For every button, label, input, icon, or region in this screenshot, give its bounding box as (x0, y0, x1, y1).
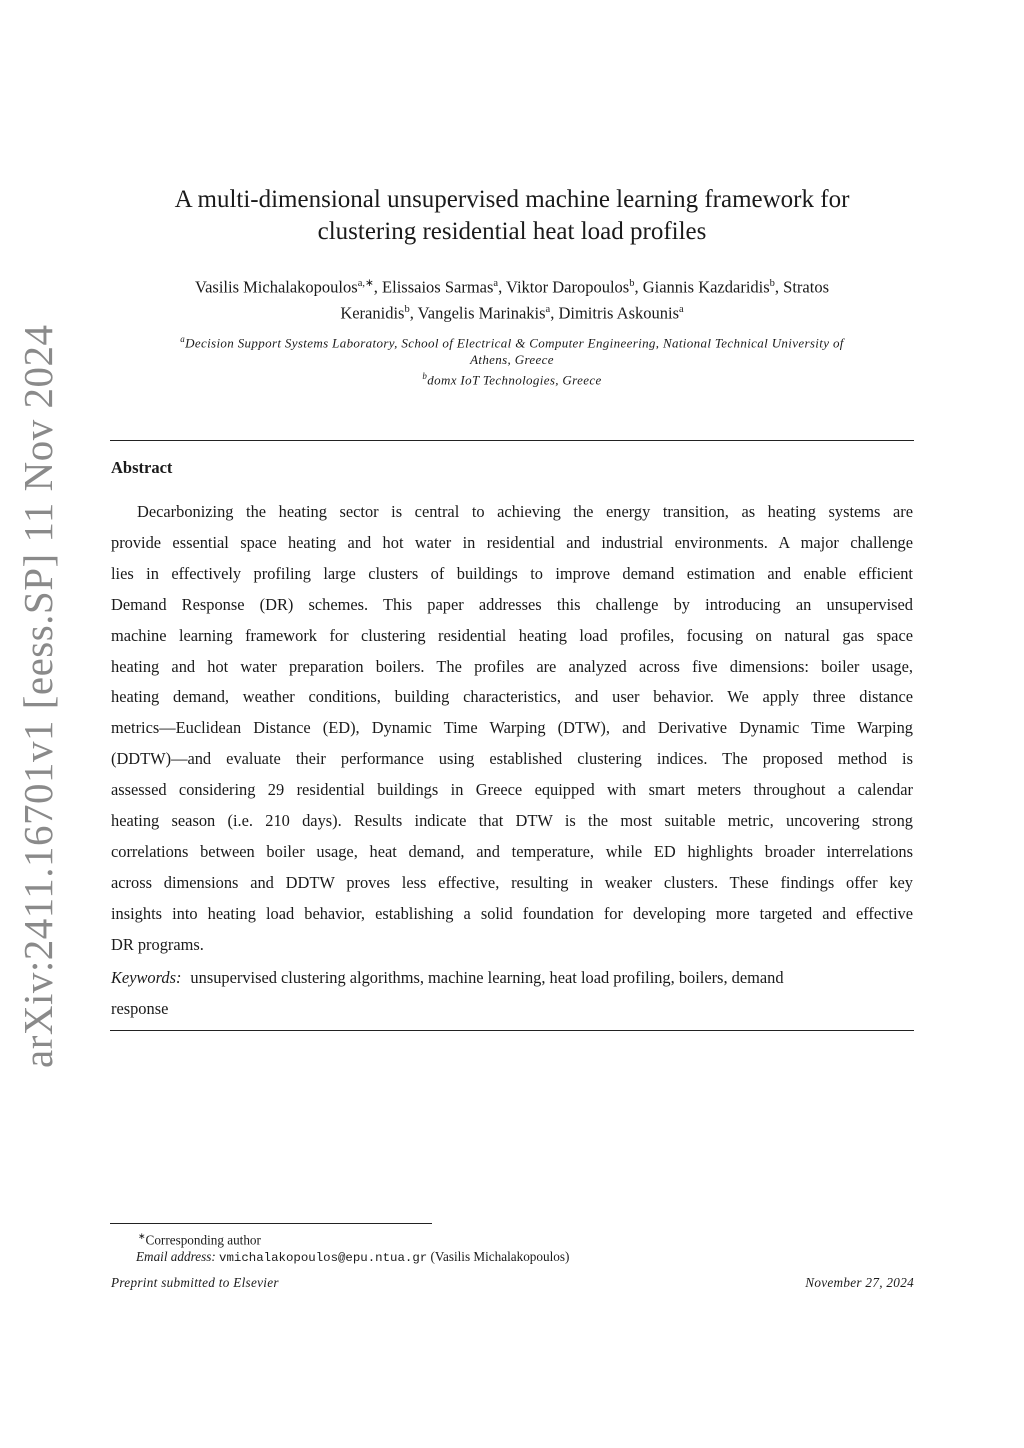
abstract-line: heating demand, weather conditions, building characteristics, and user behavior. We apply three distance (111, 687, 913, 707)
abstract-line: (DDTW)—and evaluate their performance using established clustering indices. The proposed method is (111, 749, 913, 769)
arxiv-identifier-stamp: arXiv:2411.16701v1 [eess.SP] 11 Nov 2024 (15, 324, 61, 1068)
abstract-line: correlations between boiler usage, heat demand, and temperature, while ED highlights broader interrelations (111, 841, 913, 861)
author-affil-mark: a (679, 303, 684, 315)
affiliations (110, 331, 914, 389)
affil-mark: a (180, 334, 186, 344)
title-line: A multi-dimensional unsupervised machine learning framework for (174, 186, 850, 213)
author-affil-mark: a (545, 303, 551, 315)
email-label: Email address: (136, 1249, 216, 1265)
abstract-line: machine learning framework for clustering residential heating load profiles, focusing on natural gas space (111, 625, 913, 645)
affil-text: Decision Support Systems Laboratory, School of Electrical & Computer Engineering, National Technical University of (185, 335, 844, 351)
footnote-corresponding (110, 1228, 914, 1248)
abstract-line: assessed considering 29 residential buildings in Greece equipped with smart meters throughout a calendar (111, 780, 913, 800)
abstract-line: provide essential space heating and hot water in residential and industrial environments. A major challenge (111, 532, 913, 552)
author-affil-mark: a (493, 278, 499, 289)
affiliation-b (110, 368, 914, 388)
abstract-line: Demand Response (DR) schemes. This paper addresses this challenge by introducing an unsupervised (111, 594, 913, 614)
affiliation-a (110, 331, 914, 351)
corresponding-text: Corresponding author (145, 1232, 261, 1248)
keywords-text: unsupervised clustering algorithms, machine learning, heat load profiling, boilers, demand (190, 968, 784, 987)
abstract-bottom-rule (110, 1030, 914, 1031)
footnote-email (110, 1248, 914, 1267)
keywords (111, 962, 913, 1024)
author-line: Vasilis Michalakopoulos$^{a,∗}$, Elissaios Sarmas$^a$, Viktor Daropoulos$^b$, Giannis Kazdaridis$^b$, Stratos (194, 277, 830, 297)
author-affil-mark: a,∗ (357, 278, 374, 289)
author-affil-mark: b (629, 278, 635, 289)
author-affil-mark: b (769, 278, 775, 289)
abstract-line: DR programs. (111, 934, 204, 954)
author-name: Vasilis Michalakopoulos (194, 277, 358, 297)
footnote-rule (110, 1223, 432, 1224)
abstract-top-rule (110, 440, 914, 441)
author-name: Giannis Kazdaridis (642, 277, 770, 297)
keywords-line (111, 962, 913, 993)
affiliation-a-cont: Athens, Greece (470, 352, 554, 368)
abstract-line: lies in effectively profiling large clusters of buildings to improve demand estimation and enable efficient (111, 563, 913, 583)
footnote-mark: ∗ (138, 1231, 146, 1241)
abstract-body (111, 497, 913, 961)
affil-text: domx IoT Technologies, Greece (427, 372, 602, 388)
author-affil-mark: b (404, 303, 410, 315)
author-name: Dimitris Askounis (558, 303, 680, 322)
preprint-note: Preprint submitted to Elsevier (111, 1275, 279, 1290)
author-name-part: Keranidis (340, 303, 405, 322)
author-list (110, 273, 914, 324)
affil-mark: b (422, 371, 428, 382)
author-name: Elissaios Sarmas (382, 277, 494, 297)
abstract-line: heating season (i.e. 210 days). Results indicate that DTW is the most suitable metric, uncovering strong (111, 811, 913, 831)
email-link[interactable]: vmichalakopoulos@epu.ntua.gr (219, 1251, 428, 1266)
author-line: Keranidis$^b$, Vangelis Marinakis$^a$, Dimitris Askounis$^a$ (340, 303, 684, 322)
author-name: Viktor Daropoulos (506, 277, 630, 297)
footnote (110, 1228, 914, 1267)
paper-title (110, 184, 914, 248)
abstract-line: Decarbonizing the heating sector is central to achieving the energy transition, as heating systems are (137, 502, 913, 521)
abstract-line: heating and hot water preparation boilers. The profiles are analyzed across five dimensions: boiler usage, (111, 656, 913, 676)
abstract-heading: Abstract (111, 458, 173, 477)
abstract-line: insights into heating load behavior, establishing a solid foundation for developing more targeted and effective (111, 903, 913, 923)
email-owner: (Vasilis Michalakopoulos) (430, 1249, 570, 1265)
author-name: Vangelis Marinakis (417, 303, 546, 322)
title-line: clustering residential heat load profiles (317, 218, 707, 245)
keywords-label: Keywords: (111, 968, 182, 987)
preprint-date: November 27, 2024 (805, 1275, 914, 1290)
author-name-part: Stratos (783, 277, 830, 297)
abstract-line: metrics—Euclidean Distance (ED), Dynamic Time Warping (DTW), and Derivative Dynamic Time Warping (111, 718, 913, 738)
abstract-line: across dimensions and DDTW proves less effective, resulting in weaker clusters. These findings offer key (111, 872, 913, 892)
keywords-line: response (111, 999, 169, 1018)
